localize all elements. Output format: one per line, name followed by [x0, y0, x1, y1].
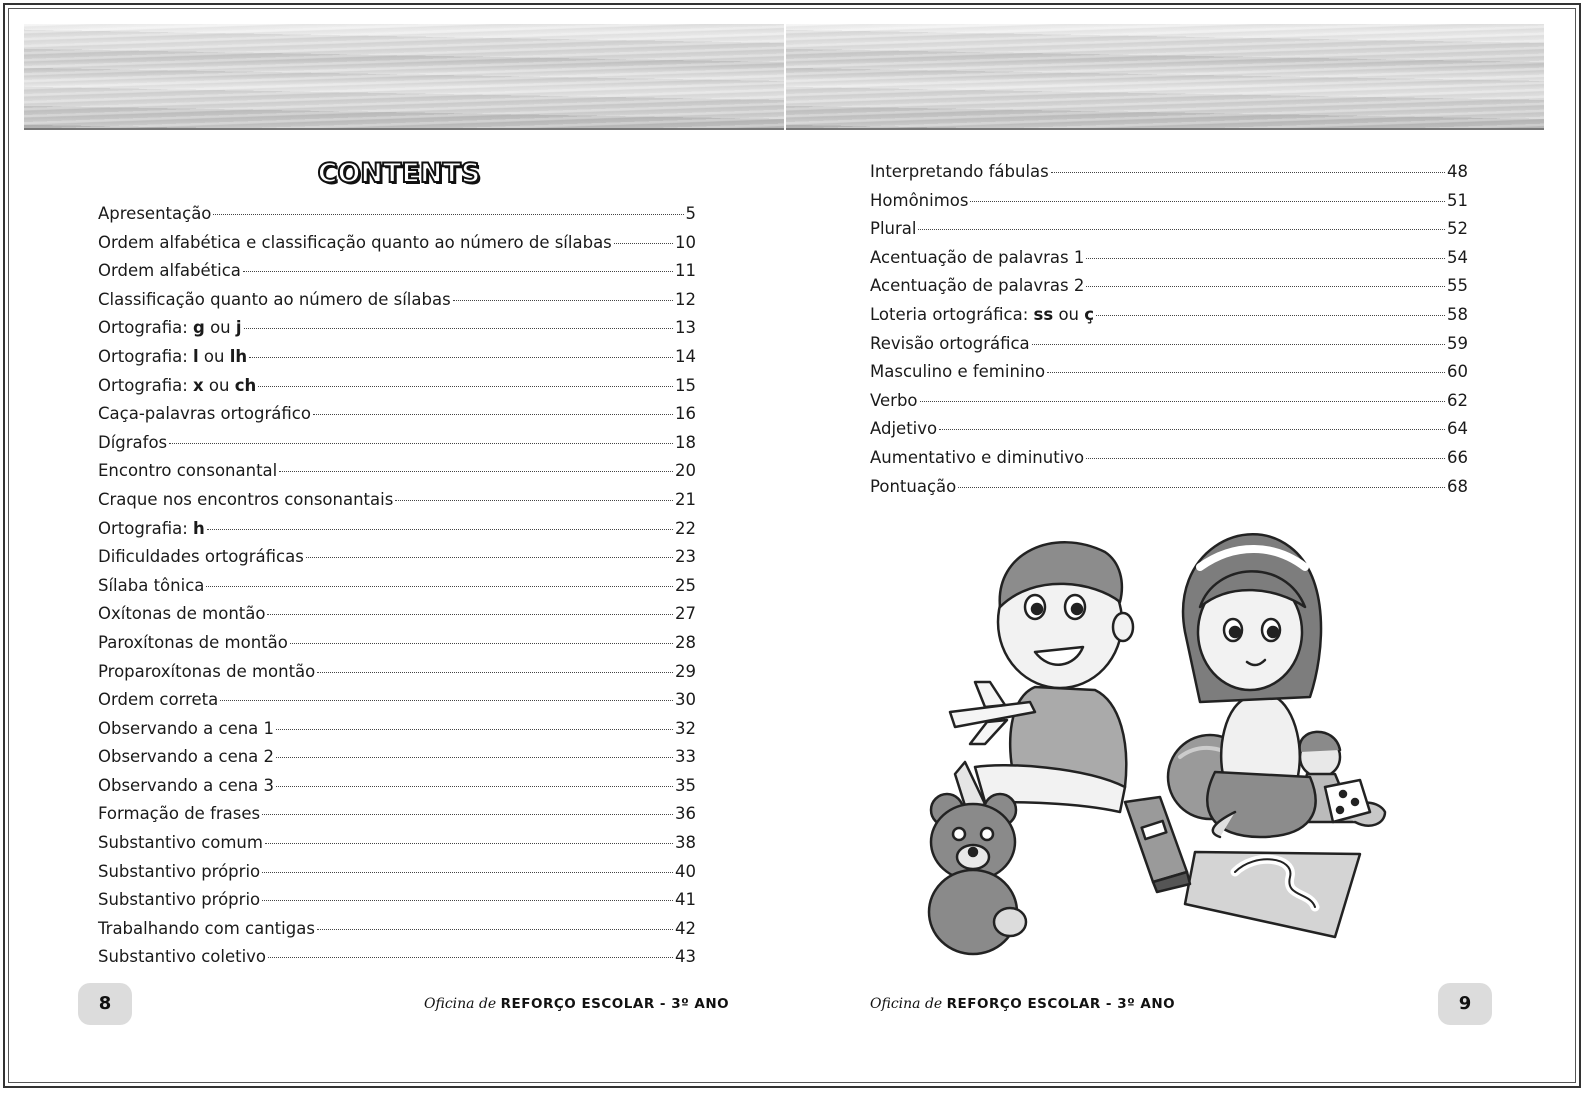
toc-entry-label — [870, 330, 1030, 359]
toc-label-segment: Oxítonas de montão — [98, 604, 266, 624]
toc-entry-page: 68 — [1447, 476, 1468, 496]
toc-entry-page: 43 — [675, 947, 696, 967]
contents-title: CONTENTS — [317, 158, 481, 189]
toc-entry-page: 22 — [675, 518, 696, 538]
toc-entry — [870, 444, 1468, 473]
toc-entry — [870, 244, 1468, 273]
dot-leader — [262, 814, 673, 815]
toc-left-list — [98, 200, 696, 972]
toc-entry-page: 33 — [675, 747, 696, 767]
toc-label-segment: Craque nos encontros consonantais — [98, 489, 394, 509]
toc-entry-label — [870, 272, 1084, 301]
toc-entry-page: 38 — [675, 833, 696, 853]
dot-leader — [169, 443, 673, 444]
dot-leader — [276, 729, 673, 730]
toc-entry-page: 29 — [675, 661, 696, 681]
toc-label-segment: Ortografia: — [98, 518, 194, 538]
toc-entry — [98, 400, 696, 429]
toc-label-segment: Apresentação — [98, 204, 212, 223]
toc-label-segment: Acentuação de palavras 1 — [870, 247, 1085, 267]
dot-leader — [1051, 172, 1445, 173]
toc-entry-page: 40 — [675, 861, 696, 881]
toc-entry-label — [870, 158, 1049, 187]
toc-label-segment: Pontuação — [870, 476, 957, 496]
toc-label-segment: Ortografia: — [98, 375, 194, 395]
toc-label-segment: Substantivo próprio — [98, 890, 261, 910]
toc-entry — [98, 486, 696, 515]
toc-label-segment: Aumentativo e diminutivo — [870, 447, 1085, 467]
toc-entry — [98, 743, 696, 772]
toc-entry-page: 59 — [1447, 333, 1468, 353]
toc-label-segment: Ordem alfabética — [98, 261, 241, 281]
toc-label-segment: ou — [203, 375, 235, 395]
toc-entry — [98, 429, 696, 458]
dot-leader — [1086, 258, 1445, 259]
toc-entry — [98, 629, 696, 658]
dot-leader — [920, 401, 1445, 402]
toc-entry — [98, 257, 696, 286]
dot-leader — [262, 872, 673, 873]
dot-leader — [276, 757, 673, 758]
dot-leader — [290, 643, 673, 644]
toc-entry-page: 5 — [685, 204, 696, 223]
toc-entry-page: 21 — [675, 489, 696, 509]
toc-entry — [98, 915, 696, 944]
toc-entry-label — [98, 257, 241, 286]
toc-label-segment: Substantivo próprio — [98, 861, 261, 881]
toc-entry-page: 10 — [675, 232, 696, 252]
toc-entry-label — [98, 343, 247, 372]
toc-label-segment: ou — [198, 346, 230, 366]
dot-leader — [213, 214, 683, 215]
toc-entry-label — [870, 415, 937, 444]
toc-entry-page: 60 — [1447, 362, 1468, 382]
dot-leader — [279, 471, 673, 472]
toc-entry-page: 15 — [675, 375, 696, 395]
toc-entry-label — [98, 600, 265, 629]
toc-entry — [98, 943, 696, 972]
toc-entry-page: 12 — [675, 289, 696, 309]
toc-entry-label — [98, 429, 167, 458]
toc-entry-page: 54 — [1447, 247, 1468, 267]
toc-label-segment: Adjetivo — [870, 419, 938, 439]
toc-label-segment: ss — [1033, 304, 1054, 324]
toc-entry-label — [98, 543, 304, 572]
toc-entry — [98, 658, 696, 687]
footer-brand: REFORÇO ESCOLAR - 3º ANO — [946, 996, 1176, 1012]
toc-entry-label — [98, 200, 211, 229]
toc-label-segment: Formação de frases — [98, 804, 261, 824]
toc-entry-page: 13 — [675, 318, 696, 338]
toc-label-segment: Observando a cena 3 — [98, 775, 275, 795]
toc-label-segment: ç — [1084, 304, 1095, 324]
toc-entry — [98, 772, 696, 801]
toc-label-segment: Observando a cena 2 — [98, 747, 275, 767]
footer-prefix: Oficina de — [870, 996, 943, 1012]
toc-entry-label — [870, 215, 916, 244]
toc-entry-label — [98, 286, 451, 315]
toc-entry-label — [98, 915, 315, 944]
toc-entry — [98, 372, 696, 401]
toc-entry-page: 41 — [675, 890, 696, 910]
toc-label-segment: j — [235, 318, 242, 338]
toc-entry — [870, 330, 1468, 359]
toc-entry — [98, 829, 696, 858]
toc-label-segment: Homônimos — [870, 190, 969, 210]
toc-entry-label — [870, 244, 1084, 273]
toc-label-segment: x — [193, 375, 204, 395]
toc-entry-label — [98, 686, 218, 715]
toc-entry-label — [98, 715, 274, 744]
toc-entry-label — [98, 658, 315, 687]
toc-entry — [98, 314, 696, 343]
toc-label-segment: Ordem alfabética e classificação quanto ao número de sílabas — [98, 232, 612, 252]
toc-entry-label — [870, 301, 1094, 330]
toc-entry — [98, 858, 696, 887]
toc-entry — [98, 686, 696, 715]
toc-entry — [870, 415, 1468, 444]
toc-label-segment: Loteria ortográfica: — [870, 304, 1034, 324]
dot-leader — [244, 328, 673, 329]
dot-leader — [276, 786, 673, 787]
toc-entry-page: 23 — [675, 547, 696, 567]
toc-entry-label — [98, 629, 288, 658]
toc-label-segment: h — [193, 518, 205, 538]
toc-entry — [98, 200, 696, 229]
children-playing-illustration — [915, 512, 1435, 958]
toc-entry — [98, 800, 696, 829]
toc-label-segment: Dígrafos — [98, 432, 168, 452]
toc-entry — [98, 286, 696, 315]
toc-entry-page: 64 — [1447, 419, 1468, 439]
toc-entry — [98, 543, 696, 572]
toc-entry-page: 51 — [1447, 190, 1468, 210]
toc-label-segment: g — [193, 318, 205, 338]
toc-entry-page: 36 — [675, 804, 696, 824]
toc-label-segment: ou — [1053, 304, 1085, 324]
toc-label-segment: ou — [204, 318, 236, 338]
toc-label-segment: Substantivo comum — [98, 833, 263, 853]
toc-entry-label — [98, 400, 311, 429]
toc-label-segment: Proparoxítonas de montão — [98, 661, 316, 681]
toc-entry-label — [98, 572, 204, 601]
toc-entry-label — [870, 387, 918, 416]
toc-right-list — [870, 158, 1468, 501]
toc-entry-page: 16 — [675, 404, 696, 424]
toc-entry-label — [98, 486, 393, 515]
dot-leader — [453, 300, 673, 301]
toc-entry-label — [98, 515, 205, 544]
dot-leader — [317, 929, 673, 930]
toc-label-segment: Ortografia: — [98, 318, 194, 338]
toc-entry-page: 14 — [675, 346, 696, 366]
toc-entry-page: 30 — [675, 690, 696, 710]
dot-leader — [939, 429, 1445, 430]
footer-right — [870, 996, 1175, 1012]
footer-prefix: Oficina de — [424, 996, 497, 1012]
wood-banner-left — [24, 24, 784, 130]
dot-leader — [249, 357, 673, 358]
toc-entry — [870, 301, 1468, 330]
dot-leader — [258, 386, 673, 387]
toc-entry-page: 18 — [675, 432, 696, 452]
toc-entry-page: 28 — [675, 632, 696, 652]
toc-entry — [870, 358, 1468, 387]
page-number-left: 8 — [78, 983, 132, 1025]
toc-label-segment: lh — [229, 346, 248, 366]
dot-leader — [317, 672, 673, 673]
toc-entry — [98, 715, 696, 744]
toc-entry — [98, 457, 696, 486]
toc-entry-page: 25 — [675, 575, 696, 595]
toc-entry-page: 20 — [675, 461, 696, 481]
toc-entry — [98, 572, 696, 601]
toc-label-segment: Ortografia: — [98, 346, 194, 366]
toc-entry — [870, 473, 1468, 502]
toc-entry-label — [98, 743, 274, 772]
page-number-right: 9 — [1438, 983, 1492, 1025]
toc-label-segment: Classificação quanto ao número de sílabas — [98, 289, 451, 309]
dot-leader — [265, 843, 673, 844]
toc-label-segment: Plural — [870, 219, 917, 239]
toc-entry — [98, 343, 696, 372]
toc-entry-page: 62 — [1447, 390, 1468, 410]
toc-label-segment: Observando a cena 1 — [98, 718, 275, 738]
toc-entry-label — [98, 943, 266, 972]
toc-entry-label — [98, 314, 242, 343]
toc-entry-label — [98, 372, 256, 401]
dot-leader — [1086, 458, 1445, 459]
toc-label-segment: l — [193, 346, 199, 366]
toc-entry-label — [98, 457, 277, 486]
toc-label-segment: Encontro consonantal — [98, 461, 278, 481]
toc-entry-page: 42 — [675, 918, 696, 938]
footer-brand: REFORÇO ESCOLAR - 3º ANO — [500, 996, 730, 1012]
dot-leader — [614, 243, 673, 244]
toc-entry-page: 58 — [1447, 304, 1468, 324]
toc-label-segment: Dificuldades ortográficas — [98, 547, 304, 567]
toc-entry — [870, 158, 1468, 187]
dot-leader — [267, 614, 673, 615]
toc-entry — [870, 272, 1468, 301]
toc-entry-label — [870, 358, 1045, 387]
toc-label-segment: Ordem correta — [98, 690, 219, 710]
toc-entry-label — [870, 187, 968, 216]
toc-label-segment: Caça-palavras ortográfico — [98, 404, 311, 424]
dot-leader — [918, 229, 1445, 230]
wood-banner-right — [786, 24, 1544, 130]
toc-entry — [98, 229, 696, 258]
toc-entry-label — [870, 444, 1084, 473]
dot-leader — [1086, 286, 1445, 287]
toc-label-segment: Revisão ortográfica — [870, 333, 1030, 353]
toc-entry-label — [98, 886, 260, 915]
dot-leader — [1032, 344, 1445, 345]
toc-entry — [870, 187, 1468, 216]
toc-entry — [98, 600, 696, 629]
toc-entry — [98, 515, 696, 544]
toc-entry-page: 48 — [1447, 162, 1468, 181]
dot-leader — [262, 900, 673, 901]
dot-leader — [268, 957, 673, 958]
toc-entry-page: 55 — [1447, 276, 1468, 296]
toc-entry-label — [98, 858, 260, 887]
toc-entry-label — [98, 772, 274, 801]
toc-entry-label — [98, 800, 260, 829]
dot-leader — [306, 557, 673, 558]
dot-leader — [313, 414, 673, 415]
dot-leader — [243, 271, 673, 272]
toc-entry-label — [870, 473, 956, 502]
toc-entry-page: 27 — [675, 604, 696, 624]
toc-label-segment: Acentuação de palavras 2 — [870, 276, 1085, 296]
toc-entry — [870, 215, 1468, 244]
toc-entry — [98, 886, 696, 915]
toc-entry-page: 52 — [1447, 219, 1468, 239]
toc-entry-label — [98, 829, 263, 858]
toc-entry-page: 35 — [675, 775, 696, 795]
dot-leader — [206, 586, 673, 587]
dot-leader — [1096, 315, 1445, 316]
dot-leader — [220, 700, 673, 701]
toc-entry-page: 32 — [675, 718, 696, 738]
toc-label-segment: Paroxítonas de montão — [98, 632, 288, 652]
toc-label-segment: Sílaba tônica — [98, 575, 205, 595]
toc-entry-page: 11 — [675, 261, 696, 281]
toc-label-segment: Substantivo coletivo — [98, 947, 267, 967]
dot-leader — [1047, 372, 1445, 373]
toc-label-segment: Masculino e feminino — [870, 362, 1046, 382]
toc-entry-label — [98, 229, 612, 258]
toc-entry-page: 66 — [1447, 447, 1468, 467]
footer-left — [424, 996, 729, 1012]
toc-label-segment: Interpretando fábulas — [870, 162, 1049, 181]
dot-leader — [395, 500, 673, 501]
toc-label-segment: ch — [234, 375, 257, 395]
dot-leader — [958, 487, 1445, 488]
dot-leader — [207, 529, 673, 530]
toc-label-segment: Trabalhando com cantigas — [98, 918, 315, 938]
toc-entry — [870, 387, 1468, 416]
dot-leader — [970, 201, 1445, 202]
toc-label-segment: Verbo — [870, 390, 918, 410]
